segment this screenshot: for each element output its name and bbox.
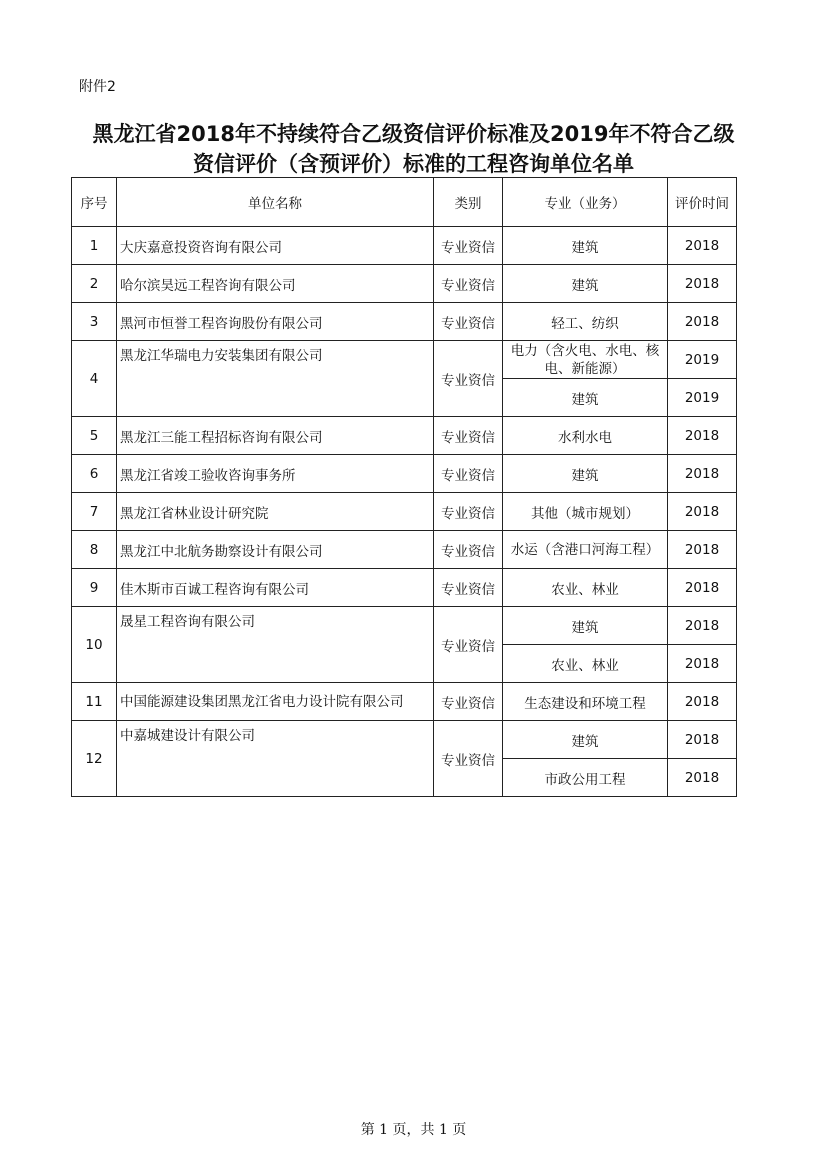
eval-year: 2018 bbox=[668, 607, 737, 645]
row-number: 7 bbox=[72, 493, 117, 531]
specialty: 生态建设和环境工程 bbox=[503, 683, 668, 721]
specialty: 建筑 bbox=[503, 607, 668, 645]
specialty: 轻工、纺织 bbox=[503, 303, 668, 341]
table-row bbox=[72, 607, 737, 645]
unit-name: 中国能源建设集团黑龙江省电力设计院有限公司 bbox=[117, 683, 434, 721]
table-body bbox=[72, 227, 737, 797]
table-header-row bbox=[72, 178, 737, 227]
row-number: 9 bbox=[72, 569, 117, 607]
table-row bbox=[72, 341, 737, 379]
eval-year: 2018 bbox=[668, 759, 737, 797]
row-number: 1 bbox=[72, 227, 117, 265]
header-no: 序号 bbox=[72, 178, 117, 227]
category: 专业资信 bbox=[434, 607, 503, 683]
unit-name: 黑龙江华瑞电力安装集团有限公司 bbox=[117, 341, 434, 417]
category: 专业资信 bbox=[434, 569, 503, 607]
specialty: 其他（城市规划） bbox=[503, 493, 668, 531]
category: 专业资信 bbox=[434, 341, 503, 417]
specialty: 农业、林业 bbox=[503, 569, 668, 607]
unit-name: 黑龙江中北航务勘察设计有限公司 bbox=[117, 531, 434, 569]
header-category: 类别 bbox=[434, 178, 503, 227]
table-row bbox=[72, 455, 737, 493]
specialty: 市政公用工程 bbox=[503, 759, 668, 797]
eval-year: 2018 bbox=[668, 455, 737, 493]
eval-year: 2018 bbox=[668, 721, 737, 759]
header-unit-name: 单位名称 bbox=[117, 178, 434, 227]
eval-year: 2018 bbox=[668, 227, 737, 265]
row-number: 4 bbox=[72, 341, 117, 417]
eval-year: 2018 bbox=[668, 569, 737, 607]
attachment-label: 附件2 bbox=[79, 79, 116, 95]
row-number: 12 bbox=[72, 721, 117, 797]
specialty: 建筑 bbox=[503, 721, 668, 759]
header-specialty: 专业（业务） bbox=[503, 178, 668, 227]
eval-year: 2018 bbox=[668, 493, 737, 531]
unit-name: 黑龙江三能工程招标咨询有限公司 bbox=[117, 417, 434, 455]
category: 专业资信 bbox=[434, 493, 503, 531]
unit-name: 中嘉城建设计有限公司 bbox=[117, 721, 434, 797]
unit-name: 黑龙江省竣工验收咨询事务所 bbox=[117, 455, 434, 493]
unit-name: 黑龙江省林业设计研究院 bbox=[117, 493, 434, 531]
row-number: 6 bbox=[72, 455, 117, 493]
table-row bbox=[72, 569, 737, 607]
eval-year: 2019 bbox=[668, 379, 737, 417]
category: 专业资信 bbox=[434, 227, 503, 265]
table-row bbox=[72, 303, 737, 341]
category: 专业资信 bbox=[434, 683, 503, 721]
category: 专业资信 bbox=[434, 531, 503, 569]
table-row bbox=[72, 227, 737, 265]
page-footer: 第 1 页，共 1 页 bbox=[360, 1122, 467, 1138]
table-row bbox=[72, 683, 737, 721]
unit-name: 晟星工程咨询有限公司 bbox=[117, 607, 434, 683]
eval-year: 2018 bbox=[668, 417, 737, 455]
row-number: 10 bbox=[72, 607, 117, 683]
category: 专业资信 bbox=[434, 455, 503, 493]
row-number: 3 bbox=[72, 303, 117, 341]
category: 专业资信 bbox=[434, 265, 503, 303]
unit-name: 佳木斯市百诚工程咨询有限公司 bbox=[117, 569, 434, 607]
consulting-units-table bbox=[71, 177, 737, 797]
eval-year: 2018 bbox=[668, 303, 737, 341]
eval-year: 2018 bbox=[668, 683, 737, 721]
table-row bbox=[72, 721, 737, 759]
category: 专业资信 bbox=[434, 303, 503, 341]
row-number: 11 bbox=[72, 683, 117, 721]
unit-name: 黑河市恒誉工程咨询股份有限公司 bbox=[117, 303, 434, 341]
unit-name: 哈尔滨昊远工程咨询有限公司 bbox=[117, 265, 434, 303]
specialty: 水利水电 bbox=[503, 417, 668, 455]
specialty: 电力（含火电、水电、核电、新能源） bbox=[503, 341, 668, 379]
eval-year: 2018 bbox=[668, 645, 737, 683]
specialty: 建筑 bbox=[503, 455, 668, 493]
eval-year: 2019 bbox=[668, 341, 737, 379]
document-title-line-1: 黑龙江省2018年不持续符合乙级资信评价标准及2019年不符合乙级 bbox=[92, 122, 735, 146]
table-row bbox=[72, 493, 737, 531]
unit-name: 大庆嘉意投资咨询有限公司 bbox=[117, 227, 434, 265]
table-row bbox=[72, 265, 737, 303]
specialty: 建筑 bbox=[503, 265, 668, 303]
eval-year: 2018 bbox=[668, 265, 737, 303]
table-row bbox=[72, 417, 737, 455]
row-number: 5 bbox=[72, 417, 117, 455]
specialty: 建筑 bbox=[503, 227, 668, 265]
specialty: 建筑 bbox=[503, 379, 668, 417]
table-row bbox=[72, 531, 737, 569]
category: 专业资信 bbox=[434, 417, 503, 455]
specialty: 水运（含港口河海工程） bbox=[503, 531, 668, 569]
document-title-line-2: 资信评价（含预评价）标准的工程咨询单位名单 bbox=[193, 152, 634, 176]
row-number: 2 bbox=[72, 265, 117, 303]
eval-year: 2018 bbox=[668, 531, 737, 569]
row-number: 8 bbox=[72, 531, 117, 569]
specialty: 农业、林业 bbox=[503, 645, 668, 683]
category: 专业资信 bbox=[434, 721, 503, 797]
header-eval-time: 评价时间 bbox=[668, 178, 737, 227]
